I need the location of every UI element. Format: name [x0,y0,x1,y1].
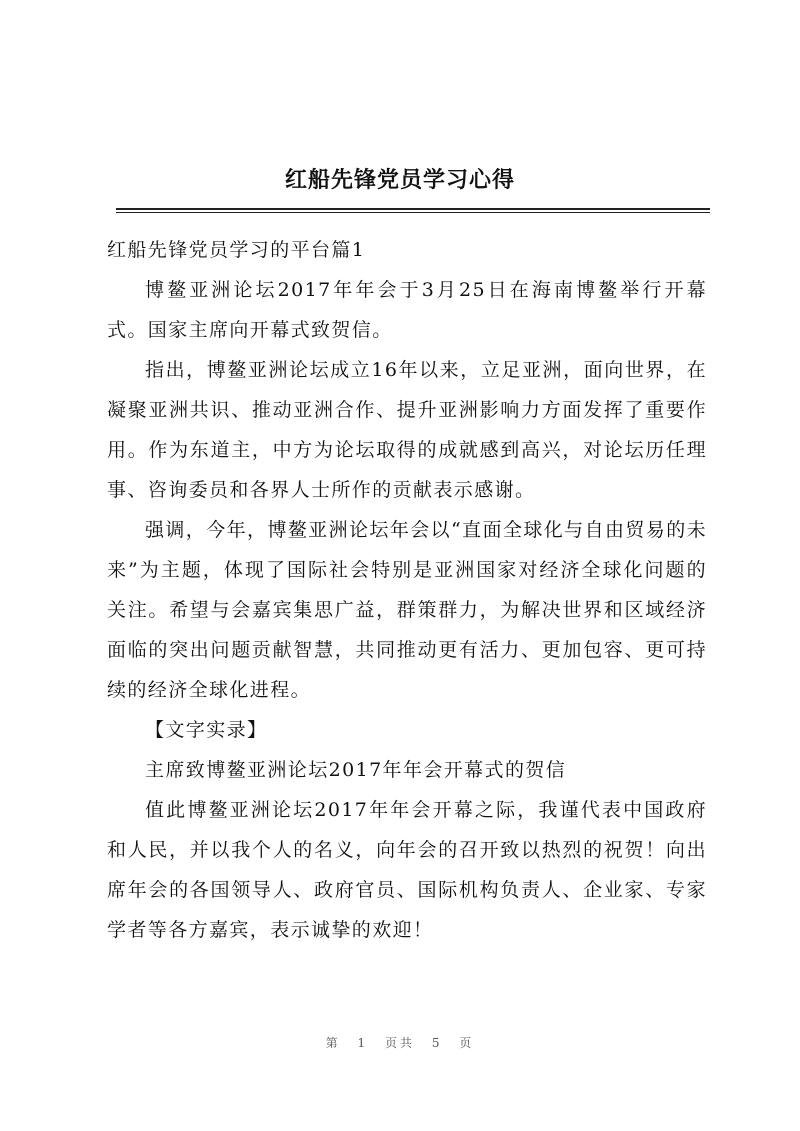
title-divider [116,208,710,213]
footer-page-number: 1 [357,1036,369,1050]
letter-title: 主席致博鳌亚洲论坛2017年年会开幕式的贺信 [145,759,567,781]
paragraph-heading: 红船先锋党员学习的平台篇1 [107,239,366,261]
section-label: 【文字实录】 [145,719,268,741]
page-footer [0,1034,800,1051]
footer-total-pages: 5 [431,1036,443,1050]
paragraph: 指出，博鳌亚洲论坛成立16年以来，立足亚洲，面向世界，在凝聚亚洲共识、推动亚洲合作、提升亚洲影响力方面发挥了重要作用。作为东道主，中方为论坛取得的成就感到高兴，对论坛历任理事、咨询委员和各界人士所作的贡献表示感谢。 [107,359,707,501]
footer-mid: 页共 [384,1036,415,1050]
paragraph: 博鳌亚洲论坛2017年年会于3月25日在海南博鳌举行开幕式。国家主席向开幕式致贺信。 [107,279,707,341]
footer-suffix: 页 [459,1036,475,1050]
footer-prefix: 第 [325,1036,341,1050]
paragraph: 强调，今年，博鳌亚洲论坛年会以“直面全球化与自由贸易的未来”为主题，体现了国际社会特别是亚洲国家对经济全球化问题的关注。希望与会嘉宾集思广益，群策群力，为解决世界和区域经济面临的突出问题贡献智慧，共同推动更有活力、更加包容、更可持续的经济全球化进程。 [107,519,707,701]
document-body [107,230,707,950]
document-title: 红船先锋党员学习心得 [284,168,515,193]
paragraph: 值此博鳌亚洲论坛2017年年会开幕之际，我谨代表中国政府和人民，并以我个人的名义，向年会的召开致以热烈的祝贺！向出席年会的各国领导人、政府官员、国际机构负责人、企业家、专家学者等各方嘉宾，表示诚挚的欢迎！ [107,799,707,941]
